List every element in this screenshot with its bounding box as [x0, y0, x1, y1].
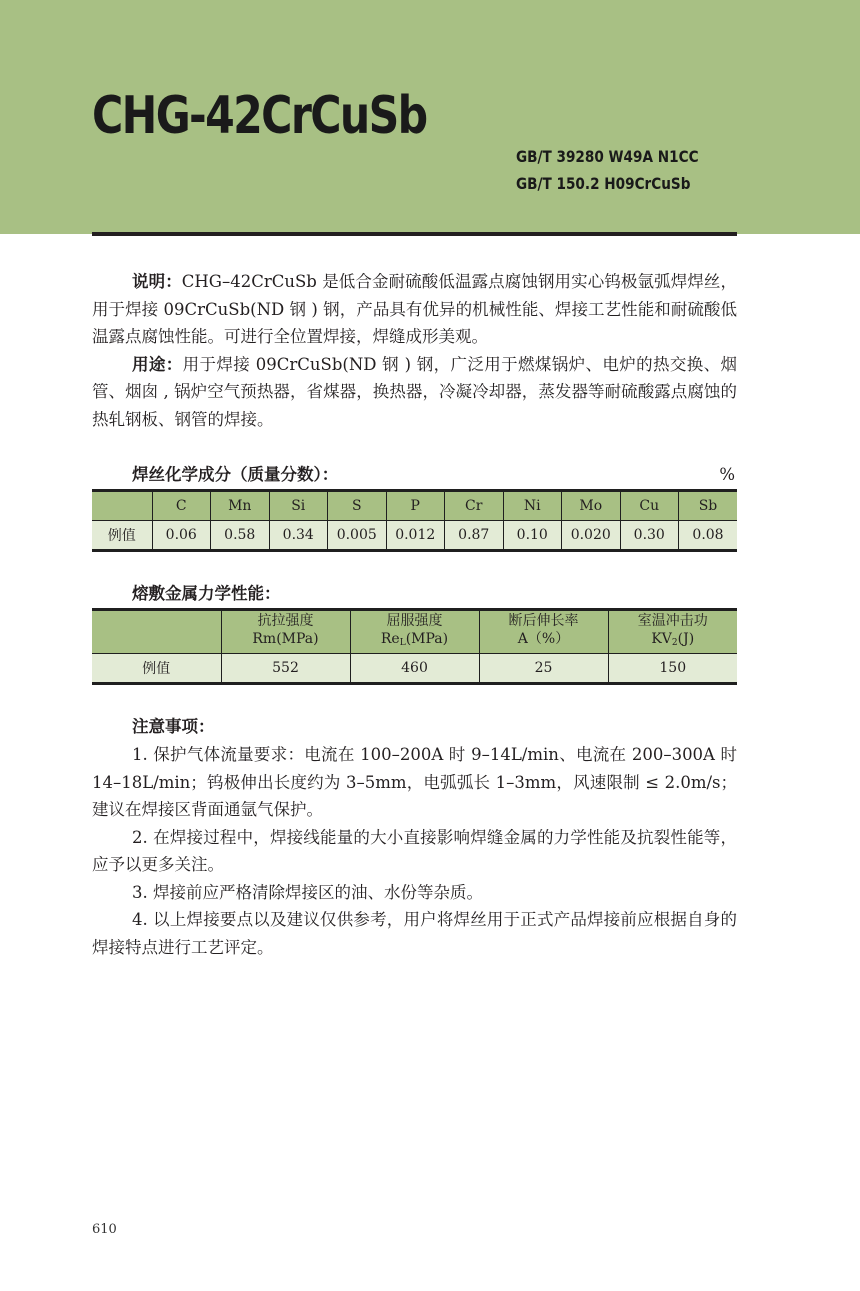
chem-row-label: 例值 [92, 521, 152, 551]
chem-col-header: P [386, 491, 445, 521]
chem-value-cell: 0.005 [328, 521, 387, 551]
usage-text: 用于焊接 09CrCuSb(ND 钢 ) 钢，广泛用于燃煤锅炉、电炉的热交换、烟管、烟囱 , 锅炉空气预热器，省煤器，换热器，冷凝冷却器，蒸发器等耐硫酸露点腐蚀的热轧钢板、钢管的焊接。 [92, 354, 737, 429]
notes-heading [92, 713, 737, 741]
chem-value-row [92, 521, 737, 551]
page-number: 610 [92, 1222, 117, 1237]
mech-value-cell: 150 [608, 654, 737, 684]
chem-col-header: Sb [679, 491, 738, 521]
product-title: CHG-42CrCuSb [92, 86, 427, 146]
content [92, 268, 737, 961]
mech-heading [92, 580, 737, 608]
mech-col-name: 室温冲击功 [637, 613, 708, 629]
chem-value-cell: 0.10 [503, 521, 562, 551]
chem-col-header: Si [269, 491, 328, 521]
chem-col-header: Mn [211, 491, 270, 521]
chem-col-header: Cu [620, 491, 679, 521]
chem-value-cell: 0.06 [152, 521, 211, 551]
mech-row-label: 例值 [92, 654, 221, 684]
mech-col-unit: Rm(MPa) [252, 631, 319, 647]
mech-col-unit: $Re_L(MPa)$ [380, 631, 449, 648]
description-text: CHG–42CrCuSb 是低合金耐硫酸低温露点腐蚀钢用实心钨极氩弧焊焊丝，用于焊接 09CrCuSb(ND 钢 ) 钢，产品具有优异的机械性能、焊接工艺性能和耐硫酸低温露点腐蚀性能。可进行全位置焊接，焊缝成形美观。 [92, 272, 737, 346]
chem-heading-text: 焊丝化学成分（质量分数）： [132, 465, 339, 484]
chem-col-header: Mo [562, 491, 621, 521]
mech-value-cell: 25 [479, 654, 608, 684]
description-paragraph [92, 268, 737, 351]
chem-value-cell: 0.08 [679, 521, 738, 551]
chem-value-cell: 0.34 [269, 521, 328, 551]
note-item: 4. 以上焊接要点以及建议仅供参考，用户将焊丝用于正式产品焊接前应根据自身的焊接特点进行工艺评定。 [92, 910, 737, 957]
description-label: 说明： [132, 272, 182, 291]
mech-col-header [608, 610, 737, 654]
mech-col-unit: $KV_2(J)$ [651, 631, 695, 648]
mech-value-row [92, 654, 737, 684]
mech-value-cell: 460 [350, 654, 479, 684]
note-item: 2. 在焊接过程中，焊接线能量的大小直接影响焊缝金属的力学性能及抗裂性能等，应予以更多关注。 [92, 827, 737, 874]
mech-col-header [479, 610, 608, 654]
title-rule [92, 232, 737, 236]
mech-table [92, 608, 737, 685]
mech-header-blank [92, 610, 221, 654]
standard-line: GB/T 39280 W49A N1CC [516, 147, 699, 166]
mech-col-name: 抗拉强度 [257, 613, 314, 629]
chem-value-cell: 0.58 [211, 521, 270, 551]
mech-col-header [350, 610, 479, 654]
mech-col-name: 断后伸长率 [508, 613, 579, 629]
chem-value-cell: 0.020 [562, 521, 621, 551]
chem-header-blank [92, 491, 152, 521]
chem-col-header: S [328, 491, 387, 521]
mech-col-header [221, 610, 350, 654]
mech-heading-text: 熔敷金属力学性能： [132, 584, 281, 603]
mech-header-row [92, 610, 737, 654]
chem-col-header: Ni [503, 491, 562, 521]
chem-value-cell: 0.87 [445, 521, 504, 551]
chem-heading [92, 461, 737, 489]
chem-table [92, 489, 737, 552]
standards-block [516, 143, 699, 197]
usage-label: 用途： [132, 354, 183, 374]
mech-col-name: 屈服强度 [386, 613, 443, 629]
note-item: 1. 保护气体流量要求：电流在 100–200A 时 9–14L/min、电流在 200–300A 时 14–18L/min；钨极伸出长度约为 3–5mm，电弧弧长 1–3mm，风速限制 ≤ 2.0m/s；建议在焊接区背面通氩气保护。 [92, 745, 737, 819]
chem-value-cell: 0.30 [620, 521, 679, 551]
standard-line: GB/T 150.2 H09CrCuSb [516, 174, 691, 193]
notes-heading-text: 注意事项： [132, 717, 215, 736]
chem-header-row [92, 491, 737, 521]
mech-col-unit: A（%） [517, 631, 570, 647]
chem-unit: % [719, 465, 735, 484]
note-item: 3. 焊接前应严格清除焊接区的油、水份等杂质。 [132, 882, 483, 902]
chem-value-cell: 0.012 [386, 521, 445, 551]
chem-col-header: C [152, 491, 211, 521]
chem-col-header: Cr [445, 491, 504, 521]
mech-value-cell: 552 [221, 654, 350, 684]
usage-paragraph [92, 351, 737, 434]
